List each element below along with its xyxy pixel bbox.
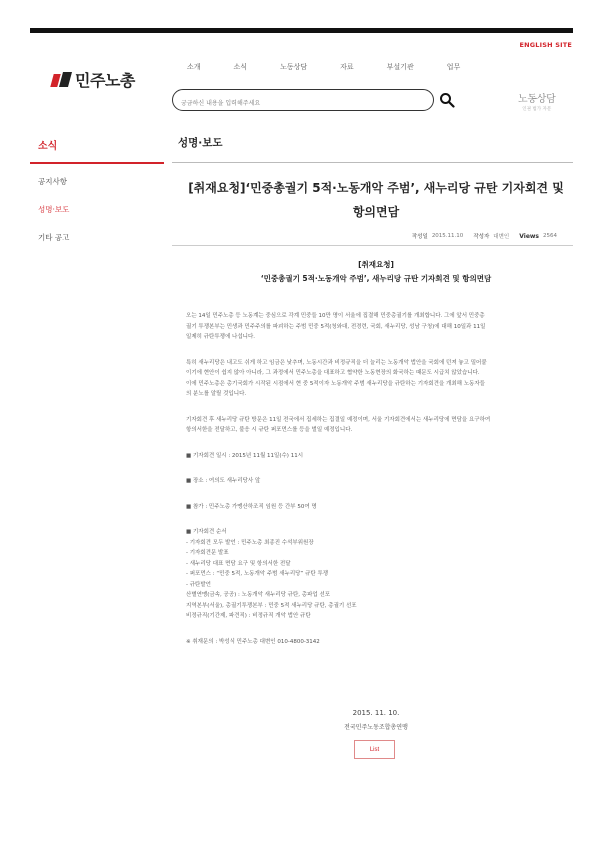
sidebar-item-notices[interactable]: 공지사항 (38, 177, 67, 186)
views-label: Views (519, 232, 539, 240)
nav-item-labor-consult[interactable]: 노동상담 (280, 63, 308, 71)
page-title: 성명·보도 (178, 137, 223, 149)
labor-consult-sublabel: 인권 법가 자문 (522, 107, 552, 112)
author-label: 작성자 (473, 234, 490, 240)
nav-item-data[interactable]: 자료 (340, 63, 354, 71)
body-text: 항의서한을 전달하고, 불응 시 규탄 퍼포먼스를 등을 벌일 예정입니다. (186, 427, 353, 433)
bullet-order-title: ■ 기자회견 순서 (186, 529, 227, 535)
bullet-attendees: ■ 참가 : 민주노총 가맹산하조직 임원 등 간부 50여 명 (186, 503, 317, 510)
body-text: 특히 새누리당은 내고도 쉬게 하고 임금은 낮추며, 노동시간과 비정규직을 더 늘리는 노동개악 법안을 국회에 던져 놓고 밀어붙 (186, 359, 487, 366)
date-label: 작성일 (411, 234, 428, 240)
content-heading-line: ‘민중총궐기 5적·노동개악 주범’, 새누리당 규탄 기자회견 및 항의면담 (260, 274, 492, 283)
body-text: 이에 민주노총은 총기국회가 시작된 시점에서 현 중 5적이자 노동개악 주범 새누리당을 규탄하는 기자회견을 개최해 노동자들 (186, 380, 485, 387)
order-item: - 기자회견문 발표 (186, 550, 229, 556)
nav-item-intro[interactable]: 소개 (187, 63, 201, 71)
search-box (172, 89, 434, 111)
logo[interactable] (50, 68, 135, 91)
order-item: - 새누리당 대표 면담 요구 및 항의서한 전달 (186, 560, 291, 567)
logo-mark-icon (50, 71, 72, 89)
views-value: 2564 (543, 233, 557, 239)
nav-item-institutions[interactable]: 부설기관 (386, 63, 414, 71)
body-text: 일제히 규탄투쟁에 나섭니다. (186, 334, 256, 340)
sidebar-item-statements[interactable]: 성명·보도 (38, 205, 70, 214)
page-title-divider (172, 162, 573, 163)
nav-item-work[interactable]: 업무 (446, 63, 461, 71)
post-title-line: [취재요청]‘민중총궐기 5적·노동개악 주범’, 새누리당 규탄 기자회견 및 (188, 181, 564, 195)
labor-consult-label: 노동상담 (518, 94, 556, 105)
contact-info: ※ 취재문의 : 박성식 민주노총 대변인 010-4800-3142 (186, 638, 320, 645)
list-button[interactable]: List (354, 740, 395, 759)
search-input[interactable] (173, 94, 413, 113)
body-text: 궐기 투쟁본부는 민생과 민주주의를 파괴하는 주범 민중 5적(청와대, 전경련, 국회, 새누리당, 성남 구청)에 대해 10일과 11일 (186, 323, 486, 330)
order-item: - 퍼포먼스 : “민중 5적, 노동개악 주범 새누리당” 규탄 투쟁 (186, 571, 329, 577)
date-value: 2015.11.10 (431, 233, 464, 239)
author-value: 대변인 (493, 234, 510, 240)
top-bar (30, 28, 573, 33)
labor-consult-link[interactable] (518, 90, 555, 112)
main-nav (187, 62, 493, 72)
content-heading (172, 258, 580, 286)
sidebar-menu (38, 176, 69, 260)
sidebar-divider (30, 162, 164, 164)
bullet-place: ■ 장소 : 여의도 새누리당사 앞 (186, 478, 261, 484)
body-text: 기자회견 후 새누리당 규탄 방문은 11일 전국에서 집세하는 집결일 예정이며, 서울 기자회견에서는 새누리당에 면담을 요구하여 (186, 416, 491, 423)
speech-item: 산별연맹(금속, 공공) : 노동개악 새누리당 규탄, 총파업 선포 (186, 592, 331, 598)
body-text: 오는 14일 민주노총 등 노동계는 중심으로 각계 민중들 10만 명이 서울에 집결해 민중총궐기를 개최합니다. 그에 앞서 민중총 (186, 313, 485, 319)
body-text: 의 분노를 알릴 것입니다. (186, 391, 247, 397)
speech-item: 비정규직(기간제, 파견직) : 비정규직 개악 법안 규탄 (186, 613, 311, 619)
post-meta (412, 232, 567, 240)
post-title (172, 176, 580, 224)
footer-date: 2015. 11. 10. (352, 709, 400, 717)
meta-divider (172, 245, 573, 246)
speech-item: 지역본부(서울), 총궐기투쟁본부 : 민중 5적 새누리당 규탄, 총궐기 선포 (186, 602, 357, 609)
body-text: 이기에 현안이 쉽지 않아 아니라, 그 과정에서 민주노총을 대표하고 협약한 노동현장의 화국하는 때문도 시급치 않았습니다. (186, 370, 480, 376)
order-item: - 규탄발언 (186, 581, 211, 588)
search-icon[interactable] (439, 92, 455, 108)
content-heading-line: [취재요청] (358, 260, 394, 269)
sidebar-title: 소식 (38, 141, 58, 152)
footer-org: 전국민주노동조합총연맹 (344, 724, 408, 731)
bullet-datetime: ■ 기자회견 일시 : 2015년 11월 11일(수) 11시 (186, 452, 304, 459)
post-title-line: 항의면담 (352, 205, 400, 219)
english-site-link[interactable]: ENGLISH SITE (519, 41, 572, 49)
nav-item-news[interactable]: 소식 (233, 63, 248, 71)
post-body (186, 311, 571, 647)
logo-text: 민주노총 (75, 71, 135, 90)
order-item: - 기자회견 모두 발언 : 민주노총 최종진 수석부위원장 (186, 539, 314, 546)
sidebar-item-other-notices[interactable]: 기타 공고 (38, 233, 70, 242)
